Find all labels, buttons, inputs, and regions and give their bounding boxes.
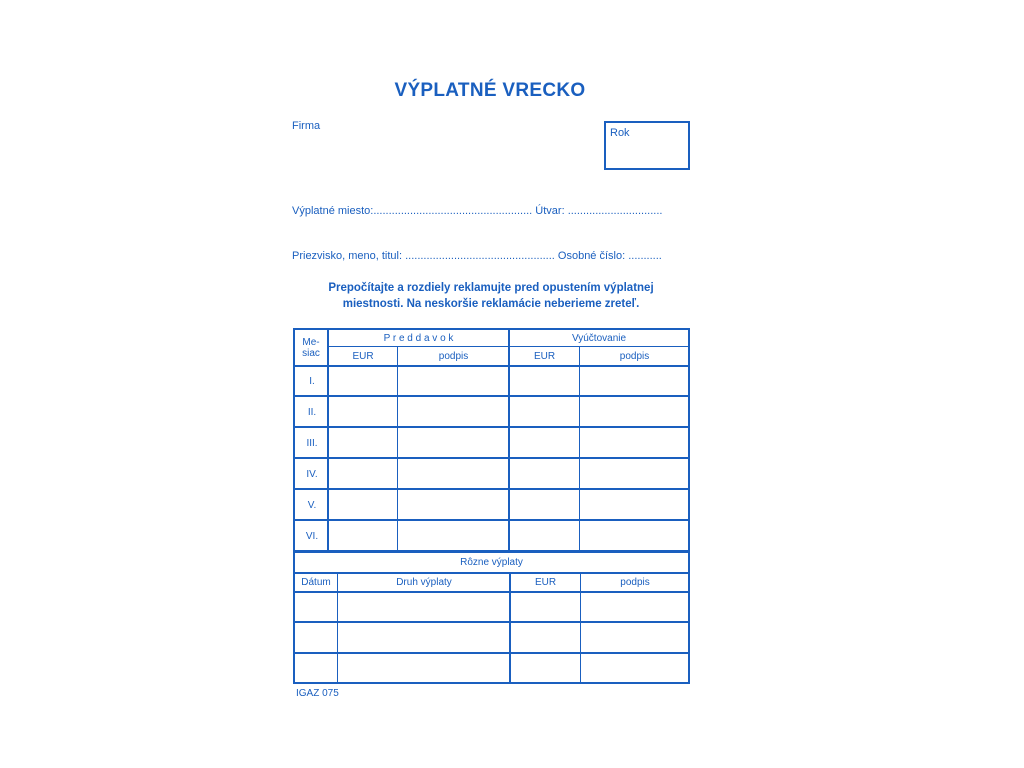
month-label: II. bbox=[307, 407, 317, 418]
col-druh-header: Druh výplaty bbox=[396, 577, 452, 588]
firma-label: Firma bbox=[292, 120, 321, 132]
rok-box[interactable] bbox=[604, 121, 690, 170]
other-payments-title: Rôzne výplaty bbox=[460, 557, 523, 568]
col-mesiac-header: Me- siac bbox=[302, 337, 320, 359]
notice-line-1: Prepočítajte a rozdiely reklamujte pred opustením výplatnej bbox=[328, 282, 654, 294]
month-label: VI. bbox=[305, 531, 319, 542]
notice-line-2: miestnosti. Na neskoršie reklamácie neberieme zreteľ. bbox=[342, 298, 640, 310]
col-datum-header: Dátum bbox=[301, 577, 331, 588]
sub-eur-2-header: EUR bbox=[533, 351, 556, 362]
col-eur-header: EUR bbox=[534, 577, 557, 588]
sub-eur-1-header: EUR bbox=[352, 351, 374, 362]
month-label: I. bbox=[309, 376, 315, 387]
col-podpis-header: podpis bbox=[620, 577, 650, 588]
month-label: V. bbox=[307, 500, 317, 511]
priezvisko-line: Priezvisko, meno, titul: ................................................. Osobné číslo: ........... bbox=[292, 250, 662, 262]
vyplatne-miesto-line: Výplatné miesto:.................................................... Útvar: ............................... bbox=[292, 205, 663, 217]
group-vyuctovanie-header: Vyúčtovanie bbox=[571, 333, 627, 344]
month-label: IV. bbox=[306, 469, 318, 480]
sub-podpis-2-header: podpis bbox=[619, 351, 650, 362]
group-preddavok-header: P r e d d a v o k bbox=[383, 333, 454, 344]
notice-text bbox=[292, 280, 690, 312]
form-title: VÝPLATNÉ VRECKO bbox=[394, 80, 586, 101]
form-code: IGAZ 075 bbox=[296, 688, 339, 699]
rok-label: Rok bbox=[610, 127, 630, 139]
month-label: III. bbox=[306, 438, 318, 449]
sub-podpis-1-header: podpis bbox=[438, 351, 469, 362]
